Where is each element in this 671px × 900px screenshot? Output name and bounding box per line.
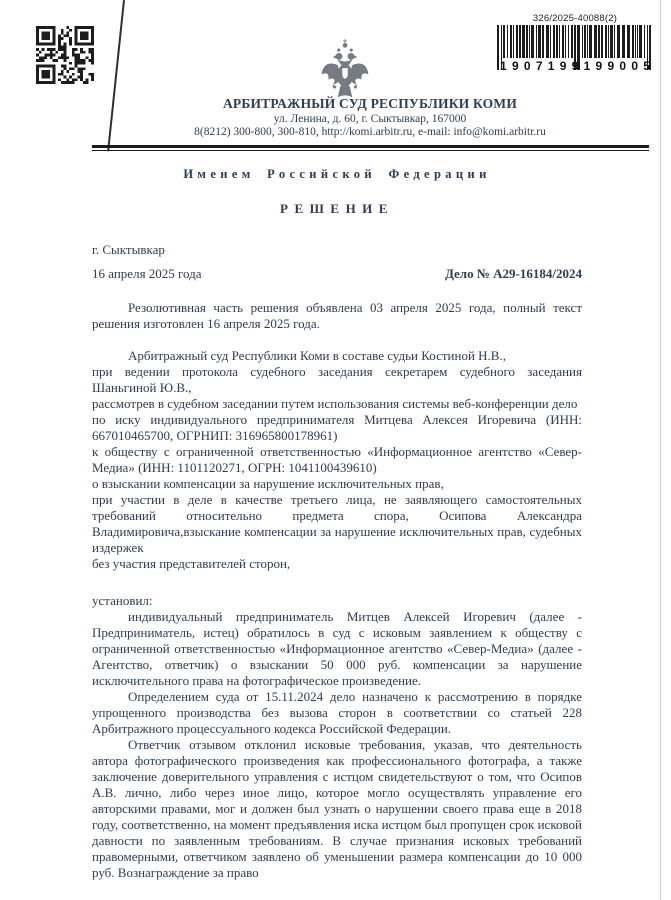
- decision-heading: РЕШЕНИЕ: [280, 201, 394, 216]
- barcode-block: [496, 13, 654, 85]
- barcode-digit: 5: [643, 59, 650, 73]
- barcode-digit: 1: [583, 59, 591, 73]
- case-number: Дело № А29-16184/2024: [444, 266, 582, 281]
- barcode-digit: 9: [571, 59, 579, 73]
- barcode-digit: 7: [535, 59, 543, 73]
- paragraph: при ведении протокола судебного заседания секретарем судебного заседания Шаньгиной Ю.В.,: [92, 364, 582, 395]
- barcode-digit: 9: [595, 59, 603, 73]
- header-divider: [92, 145, 649, 151]
- qr-code-icon: [36, 26, 94, 84]
- city-line: г. Сыктывкар: [92, 242, 165, 257]
- court-name: АРБИТРАЖНЫЙ СУД РЕСПУБЛИКИ КОМИ: [222, 96, 518, 111]
- paragraph: Арбитражный суд Республики Коми в составе судьи Костиной Н.В.,: [128, 348, 506, 363]
- paragraph: при участии в деле в качестве третьего лица, не заявляющего самостоятельных требований относительно предмета спора, Осипова Александра Владимировича,взыскание компенсации за нарушение исключительных прав, судебных издержек: [92, 492, 582, 555]
- barcode-digit: 9: [607, 59, 615, 73]
- document-body: [92, 300, 582, 881]
- paragraph: рассмотрев в судебном заседании путем использования системы веб-конференции дело: [92, 396, 578, 411]
- barcode-digit: 0: [523, 59, 531, 73]
- decision-date: 16 апреля 2025 года: [92, 266, 202, 281]
- paragraph: о взыскании компенсации за нарушение исключительных прав,: [92, 476, 444, 491]
- paragraph: без участия представителей сторон,: [92, 556, 291, 571]
- paragraph: Определением суда от 15.11.2024 дело назначено к рассмотрению в порядке упрощенного производства без вызова сторон в соответствии со статьей 228 Арбитражного процессуального кодекса Российской Федерации.: [92, 689, 582, 736]
- page-edge-line: [660, 0, 661, 900]
- barcode-digit: 9: [559, 59, 567, 73]
- court-address: ул. Ленина, д. 60, г. Сыктывкар, 167000: [273, 113, 467, 125]
- barcode-label: 326/2025-40088(2): [532, 13, 618, 24]
- barcode-digit: 1: [500, 59, 507, 73]
- paragraph: индивидуальный предприниматель Митцев Алексей Игоревич (далее - Предприниматель, истец) обратилось в суд с исковым заявлением к обществу с ограниченной ответственностью «Информационное агентство «Север-Медиа» (далее - Агентство, ответчик) о взыскании 50 000 руб. компенсации за нарушение исключительного права на фотографическое произведение.: [92, 609, 582, 688]
- barcode-digit: 1: [547, 59, 555, 73]
- barcode-icon: [496, 25, 654, 85]
- paragraph: к обществу с ограниченной ответственностью «Информационное агентство «Север-Медиа» (ИНН: 1101120271, ОГРН: 1041100439610): [92, 444, 582, 475]
- paragraph: Резолютивная часть решения объявлена 03 апреля 2025 года, полный текст решения изготовлен 16 апреля 2025 года.: [92, 300, 582, 331]
- barcode-digit: 0: [619, 59, 627, 73]
- barcode-digits: [500, 59, 650, 73]
- paragraph: установил:: [92, 593, 153, 608]
- paragraph: по иску индивидуального предпринимателя Митцева Алексея Игоревича (ИНН: 667010465700, ОГРНИП: 316965800178961): [92, 412, 582, 443]
- court-contacts: 8(8212) 300-800, 300-810, http://komi.arbitr.ru, e-mail: info@komi.arbitr.ru: [194, 126, 546, 138]
- barcode-digit: 0: [631, 59, 638, 73]
- barcode-digit: 9: [511, 59, 519, 73]
- date-case-row: [92, 266, 582, 282]
- in-the-name-heading: Именем Российской Федерации: [183, 167, 491, 181]
- paragraph: Ответчик отзывом отклонил исковые требования, указав, что деятельность автора фотографического произведения как профессионального фотографа, а также заключение доверительного управления с истцом свидетельствуют о том, что Осипов А.В. лично, либо через иное лицо, которое могло осуществлять управление его авторскими правами, мог и должен был узнать о нарушении своего права еще в 2018 году, соответственно, на момент предъявления иска истцом был пропущен срок исковой давности по заявленным требованиям. В случае признания исковых требований правомерными, ответчиком заявлено об уменьшении размера компенсации до 10 000 руб. Вознаграждение за право: [92, 737, 582, 880]
